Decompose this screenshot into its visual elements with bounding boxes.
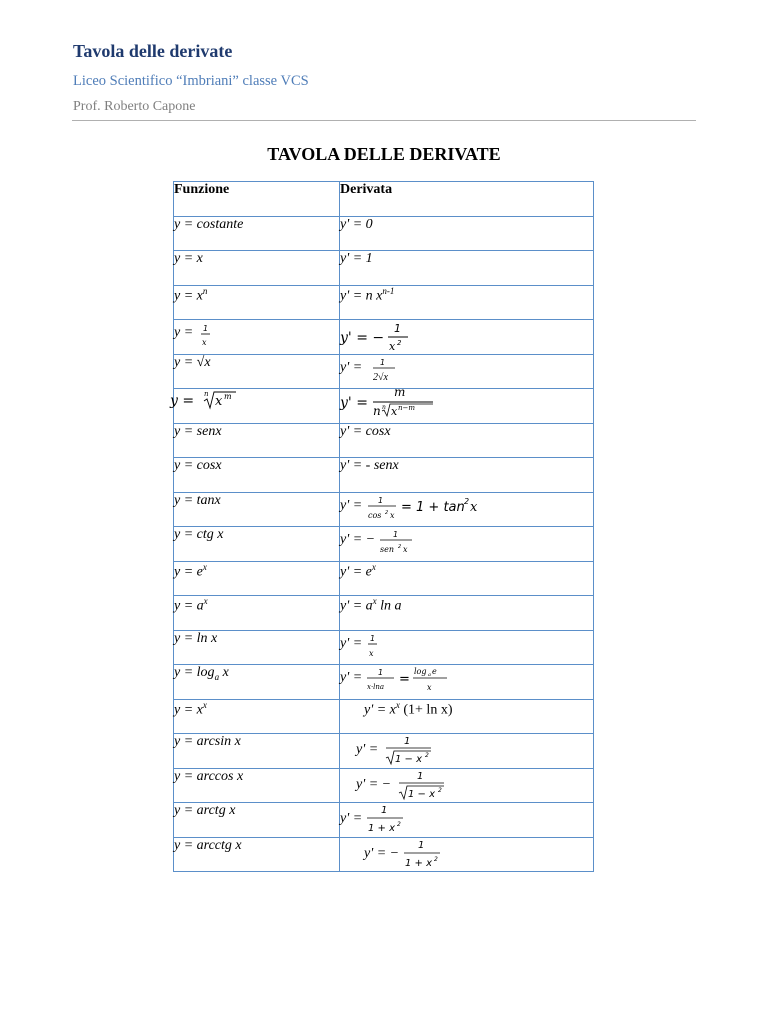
- column-header-derivative: Derivata: [340, 182, 594, 217]
- table-row: [174, 492, 594, 527]
- document-subtitle: Liceo Scientifico “Imbriani” classe VCS: [73, 73, 309, 89]
- svg-text:x: x: [215, 394, 223, 409]
- svg-text:x: x: [470, 499, 478, 515]
- formula-nth-root: [170, 389, 274, 419]
- function-cell: [174, 320, 340, 355]
- svg-text:1 − x: 1 − x: [395, 754, 423, 765]
- svg-text:x: x: [369, 648, 374, 658]
- derivatives-table: [170, 181, 594, 872]
- svg-text:2: 2: [398, 544, 402, 550]
- svg-text:1: 1: [393, 530, 399, 539]
- svg-text:1: 1: [381, 805, 388, 816]
- svg-text:= 1 + tan: = 1 + tan: [401, 499, 465, 515]
- derivative-cell: [340, 837, 594, 872]
- function-cell: y = arccos x: [174, 768, 340, 803]
- derivative-cell: y' = 0: [340, 216, 594, 251]
- table-row: [174, 527, 594, 562]
- svg-text:y' = −: y' = −: [364, 845, 400, 861]
- table-row: [174, 389, 594, 424]
- svg-text:y =: y =: [174, 325, 194, 340]
- svg-text:y' =: y' =: [340, 359, 363, 375]
- svg-text:y' =: y' =: [340, 670, 363, 685]
- table-row: [174, 285, 594, 320]
- derivative-cell: [340, 665, 594, 700]
- svg-text:2√x: 2√x: [373, 371, 388, 383]
- svg-text:y' = −: y' = −: [340, 330, 385, 346]
- table-row: [174, 458, 594, 493]
- svg-text:x: x: [391, 405, 398, 418]
- svg-text:1 + x: 1 + x: [405, 857, 433, 869]
- table-header-row: [174, 182, 594, 217]
- derivative-cell: $y' = a^x$ ln a: [340, 596, 594, 631]
- svg-text:e: e: [432, 667, 437, 676]
- table-row: [174, 630, 594, 665]
- derivative-cell: y' = 1: [340, 251, 594, 286]
- function-cell: y = costante: [174, 216, 340, 251]
- svg-text:cos: cos: [368, 510, 382, 520]
- function-cell: y = arcctg x: [174, 837, 340, 872]
- table-row: [174, 561, 594, 596]
- svg-text:1: 1: [378, 668, 384, 677]
- svg-text:1: 1: [418, 839, 425, 851]
- formula-one-over-2sqrtx: [340, 355, 440, 385]
- derivative-cell: y' = n $x^{n-1}$: [340, 285, 594, 320]
- svg-text:y' =: y' =: [340, 395, 368, 411]
- svg-text:n−m: n−m: [398, 404, 416, 412]
- derivative-cell: [340, 385, 594, 424]
- svg-text:y =: y =: [170, 393, 195, 409]
- svg-text:n: n: [373, 404, 381, 418]
- svg-text:=: =: [399, 672, 410, 687]
- svg-text:2: 2: [438, 786, 442, 794]
- svg-text:2: 2: [434, 855, 438, 863]
- svg-text:1: 1: [404, 736, 411, 747]
- table-row: [174, 216, 594, 251]
- page-title: TAVOLA DELLE DERIVATE: [267, 144, 501, 164]
- document-title: Tavola delle derivate: [73, 41, 233, 61]
- function-cell: y = senx: [174, 423, 340, 458]
- function-cell: y = √x: [174, 354, 340, 389]
- table-row: [174, 768, 594, 803]
- function-cell: y = ctg x: [174, 527, 340, 562]
- formula-arccos-derivative: [356, 769, 476, 801]
- svg-text:x: x: [202, 338, 207, 347]
- svg-text:a: a: [428, 672, 431, 678]
- function-cell: y = tanx: [174, 492, 340, 527]
- function-cell: [170, 389, 340, 424]
- svg-text:y' =: y' =: [356, 742, 379, 757]
- svg-text:x: x: [389, 340, 396, 353]
- formula-one-over-x-ln: [340, 631, 420, 661]
- formula-log-derivative: [340, 665, 470, 695]
- formula-arctg-derivative: [340, 803, 460, 835]
- table-row: [174, 423, 594, 458]
- function-cell: $y = a^x$: [174, 596, 340, 631]
- header-divider: [72, 120, 696, 121]
- svg-text:2: 2: [397, 339, 402, 347]
- derivative-cell: [340, 320, 594, 355]
- svg-text:y' =: y' =: [340, 811, 363, 826]
- svg-text:m: m: [224, 392, 232, 401]
- svg-text:y' =: y' =: [340, 497, 363, 513]
- svg-text:sen: sen: [380, 545, 394, 554]
- svg-text:1: 1: [380, 357, 386, 367]
- function-cell: y = ln x: [174, 630, 340, 665]
- svg-text:1: 1: [370, 633, 376, 643]
- svg-text:n: n: [204, 390, 209, 398]
- derivative-cell: [340, 734, 594, 769]
- derivative-cell: [340, 630, 594, 665]
- svg-text:y' =: y' =: [340, 635, 363, 651]
- function-cell: y = cosx: [174, 458, 340, 493]
- column-header-function: Funzione: [174, 182, 340, 217]
- derivative-cell: y' = cosx: [340, 423, 594, 458]
- svg-text:2: 2: [425, 752, 429, 759]
- formula-arcctg-derivative: [364, 838, 484, 870]
- svg-text:x·lna: x·lna: [367, 683, 385, 691]
- derivative-cell: $y' = x^x$ (1+ ln x): [340, 699, 594, 734]
- derivative-cell: [340, 803, 594, 838]
- svg-text:x: x: [390, 510, 395, 520]
- svg-text:y' = −: y' = −: [356, 776, 392, 792]
- svg-text:n: n: [382, 404, 386, 411]
- svg-text:1 − x: 1 − x: [408, 788, 436, 800]
- table-row: [174, 596, 594, 631]
- formula-tan-derivative: [340, 493, 510, 523]
- formula-minus-one-over-x2: [340, 320, 460, 352]
- formula-m-over-n-root: [340, 383, 470, 417]
- svg-text:2: 2: [385, 509, 389, 516]
- function-cell: y = arcsin x: [174, 734, 340, 769]
- svg-text:x: x: [427, 683, 432, 692]
- svg-text:1: 1: [394, 322, 401, 335]
- table-row: [174, 734, 594, 769]
- formula-one-over-x: [174, 320, 254, 350]
- function-cell: $y = \log_a x$: [174, 665, 340, 700]
- formula-arcsin-derivative: [356, 734, 476, 766]
- derivative-cell: [340, 527, 594, 562]
- svg-text:1: 1: [378, 495, 384, 505]
- table-row: [174, 837, 594, 872]
- svg-text:2: 2: [397, 821, 401, 828]
- function-cell: $y = e^x$: [174, 561, 340, 596]
- derivative-cell: [340, 768, 594, 803]
- svg-text:1 + x: 1 + x: [368, 823, 396, 834]
- svg-text:1: 1: [203, 324, 209, 333]
- function-cell: y = arctg x: [174, 803, 340, 838]
- table-row: [174, 320, 594, 355]
- svg-text:m: m: [394, 385, 406, 399]
- function-cell: y = x: [174, 251, 340, 286]
- svg-text:log: log: [414, 667, 427, 676]
- svg-text:1: 1: [417, 770, 424, 782]
- function-cell: $y = x^x$: [174, 699, 340, 734]
- svg-text:x: x: [403, 545, 408, 554]
- derivative-cell: y' = - senx: [340, 458, 594, 493]
- table-row: [174, 699, 594, 734]
- table-row: [174, 665, 594, 700]
- svg-text:2: 2: [464, 496, 470, 506]
- function-cell: $y = x^n$: [174, 285, 340, 320]
- table-row: [174, 803, 594, 838]
- derivative-cell: [340, 492, 594, 527]
- derivative-cell: $y' = e^x$: [340, 561, 594, 596]
- formula-ctg-derivative: [340, 527, 460, 557]
- table-row: [174, 251, 594, 286]
- svg-text:y' = −: y' = −: [340, 532, 376, 547]
- document-author: Prof. Roberto Capone: [73, 99, 196, 114]
